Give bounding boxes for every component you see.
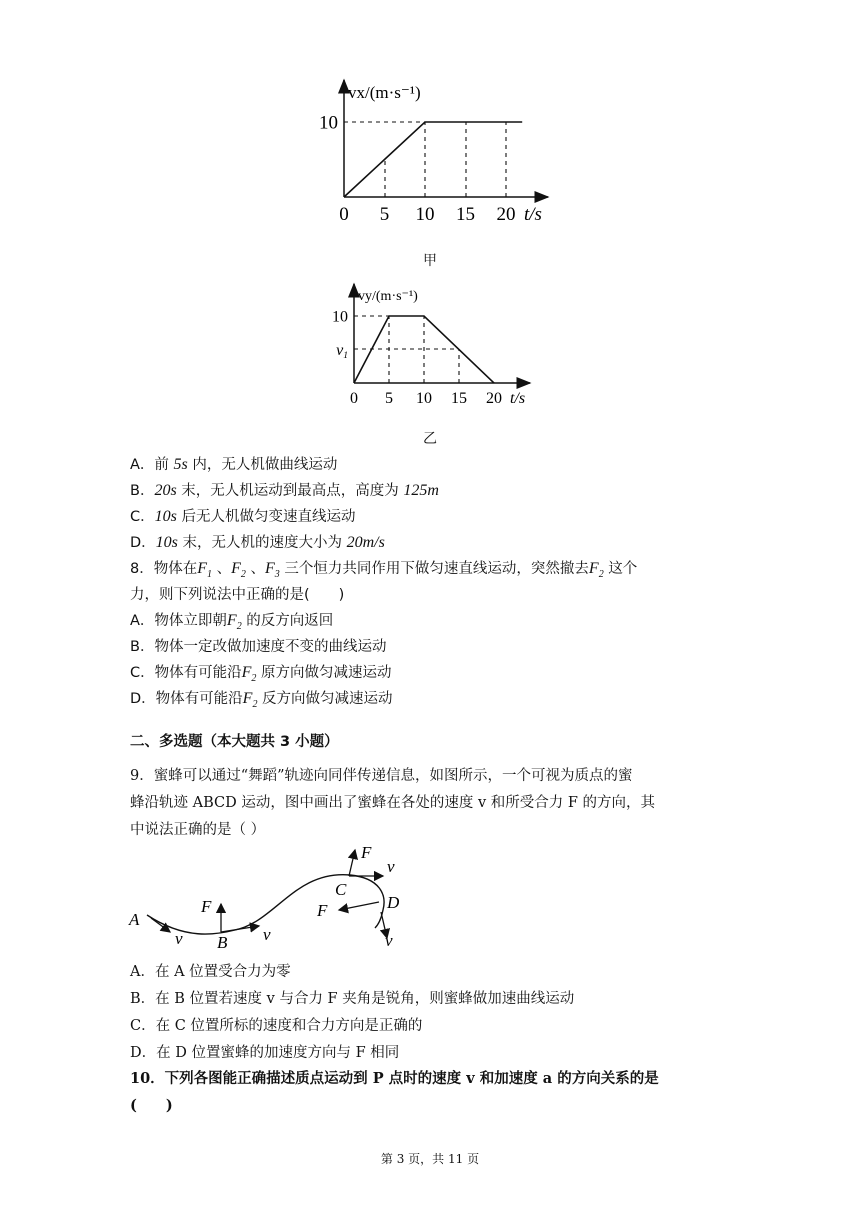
- var-F1: $F_1$: [197, 560, 213, 581]
- var-F3: $F_3$: [265, 560, 280, 581]
- q10-line1: 10．下列各图能正确描述质点运动到 P 点时的速度 v 和加速度 a 的方向关系的是: [130, 1070, 659, 1087]
- caption-yi: 乙: [423, 431, 437, 447]
- label-A: A: [129, 910, 140, 929]
- x-tick-label: 20: [496, 204, 516, 225]
- label-v-C: v: [387, 857, 395, 876]
- q7-var: 10s: [154, 508, 177, 525]
- q7-var: 10s: [155, 534, 178, 551]
- q7-option-b: B．20s 末，无人机运动到最高点，高度为 125m: [130, 482, 439, 499]
- var-F2: $F_2$: [242, 690, 258, 711]
- label-v-A: v: [175, 929, 183, 948]
- section-2-heading: 二、多选题（本大题共 3 小题）: [130, 734, 339, 750]
- x-axis-label: t/s: [510, 390, 526, 407]
- y-axis-label: vx/(m·s⁻¹): [348, 83, 421, 102]
- chart-jia: [300, 76, 570, 236]
- var-F2b: $F_2$: [588, 560, 604, 581]
- label-C: C: [335, 880, 347, 899]
- x-tick-label: 10: [415, 204, 435, 225]
- bee-trajectory-figure: [125, 840, 425, 950]
- q9-line1: 9．蜜蜂可以通过“舞蹈”轨迹向同伴传递信息，如图所示，一个可视为质点的蜜: [130, 768, 633, 784]
- q9-option-a: A．在 A 位置受合力为零: [130, 964, 291, 980]
- label-F-D: F: [317, 901, 328, 920]
- y-tick-label: 10: [319, 112, 338, 134]
- q8-line1: 8．物体在$F_1$ 、$F_2$ 、$F_3$ 三个恒力共同作用下做匀速直线运动，突然撤去$F_2$ 这个: [130, 560, 638, 581]
- q8-line2: 力，则下列说法中正确的是( ): [130, 587, 345, 603]
- q7-var2: 20m/s: [346, 534, 385, 551]
- q8-option-c: C．物体有可能沿$F_2$ 原方向做匀减速运动: [130, 664, 392, 685]
- q7-option-c: C．10s 后无人机做匀变速直线运动: [130, 508, 356, 525]
- var-F2: $F_2$: [226, 612, 242, 633]
- q9-line2: 蜂沿轨迹 ABCD 运动，图中画出了蜜蜂在各处的速度 v 和所受合力 F 的方向，其: [130, 795, 656, 811]
- q7-var2: 125m: [403, 482, 439, 499]
- v-arrow-A: [151, 918, 170, 932]
- label-F-C: F: [361, 843, 372, 862]
- q7-option-d: D．10s 末，无人机的速度大小为 20m/s: [130, 534, 385, 551]
- q8-option-a: A．物体立即朝$F_2$ 的反方向返回: [130, 612, 334, 633]
- label-v-D: v: [385, 931, 393, 950]
- x-tick-label: 15: [456, 204, 475, 225]
- y-tick-label: v1: [336, 342, 348, 362]
- q10-line2: ( ): [130, 1097, 173, 1114]
- q9-option-c: C．在 C 位置所标的速度和合力方向是正确的: [130, 1018, 423, 1034]
- q7-var: 5s: [173, 456, 188, 473]
- q8-option-b: B．物体一定改做加速度不变的曲线运动: [130, 639, 387, 655]
- q7-var: 20s: [154, 482, 177, 499]
- F-arrow-D: [339, 902, 379, 910]
- x-tick-label: 15: [451, 390, 467, 407]
- label-B: B: [217, 933, 228, 950]
- x-tick-label: 20: [486, 390, 502, 407]
- page-footer: 第 3 页，共 11 页: [380, 1152, 480, 1166]
- x-tick-label: 0: [350, 390, 358, 407]
- x-tick-label: 5: [385, 390, 393, 407]
- x-tick-label: 0: [339, 204, 349, 225]
- q8-option-d: D．物体有可能沿$F_2$ 反方向做匀减速运动: [130, 690, 393, 711]
- q9-line3: 中说法正确的是（ ）: [130, 822, 266, 838]
- var-F2: $F_2$: [241, 664, 257, 685]
- q7-option-a: A．前 5s 内，无人机做曲线运动: [130, 456, 338, 473]
- y-tick-label: 10: [332, 308, 348, 326]
- label-v-B: v: [263, 925, 271, 944]
- label-F-B: F: [201, 897, 212, 916]
- var-F2: $F_2$: [231, 560, 246, 581]
- x-axis-label: t/s: [524, 204, 542, 225]
- y-axis-label: vy/(m·s⁻¹): [358, 289, 418, 304]
- series-line: [344, 122, 522, 197]
- F-arrow-C: [349, 850, 355, 876]
- label-D: D: [387, 893, 400, 912]
- caption-jia: 甲: [423, 253, 437, 269]
- x-tick-label: 5: [379, 204, 390, 225]
- x-tick-label: 10: [416, 390, 432, 407]
- chart-yi: [320, 280, 550, 410]
- q9-option-b: B．在 B 位置若速度 v 与合力 F 夹角是锐角，则蜜蜂做加速曲线运动: [130, 991, 575, 1007]
- v-arrow-B: [221, 926, 259, 932]
- q9-option-d: D．在 D 位置蜜蜂的加速度方向与 F 相同: [130, 1045, 400, 1061]
